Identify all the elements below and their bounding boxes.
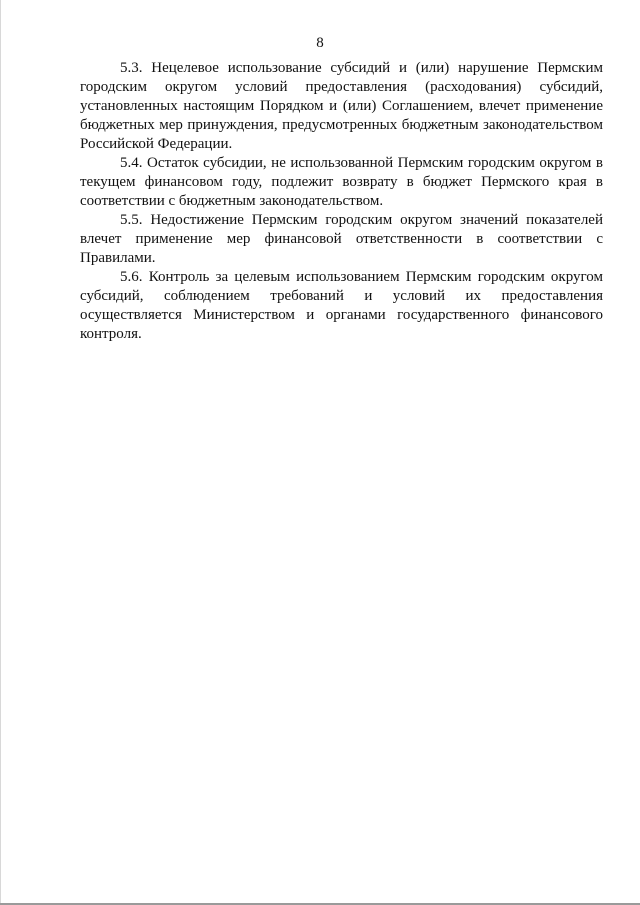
paragraph-5-6: 5.6. Контроль за целевым использованием Пермским городским округом субсидий, соблюдением требований и условий их предоставления осуществляется Министерством и органами государственного финансового контроля. [80,269,603,342]
paragraph-5-4: 5.4. Остаток субсидии, не использованной Пермским городским округом в текущем финансовом году, подлежит возврату в бюджет Пермского края в соответствии с бюджетным законодательством. [80,155,603,209]
page-number: 8 [316,35,324,51]
paragraph-5-5: 5.5. Недостижение Пермским городским округом значений показателей влечет применение мер финансовой ответственности в соответствии с Правилами. [80,212,603,266]
paragraph-5-3: 5.3. Нецелевое использование субсидий и (или) нарушение Пермским городским округом условий предоставления (расходования) субсидий, установленных настоящим Порядком и (или) Соглашением, влечет применение бюджетных мер принуждения, предусмотренных бюджетным законодательством Российской Федерации. [80,60,603,152]
document-body [80,59,603,344]
scan-edge-left [0,0,1,905]
